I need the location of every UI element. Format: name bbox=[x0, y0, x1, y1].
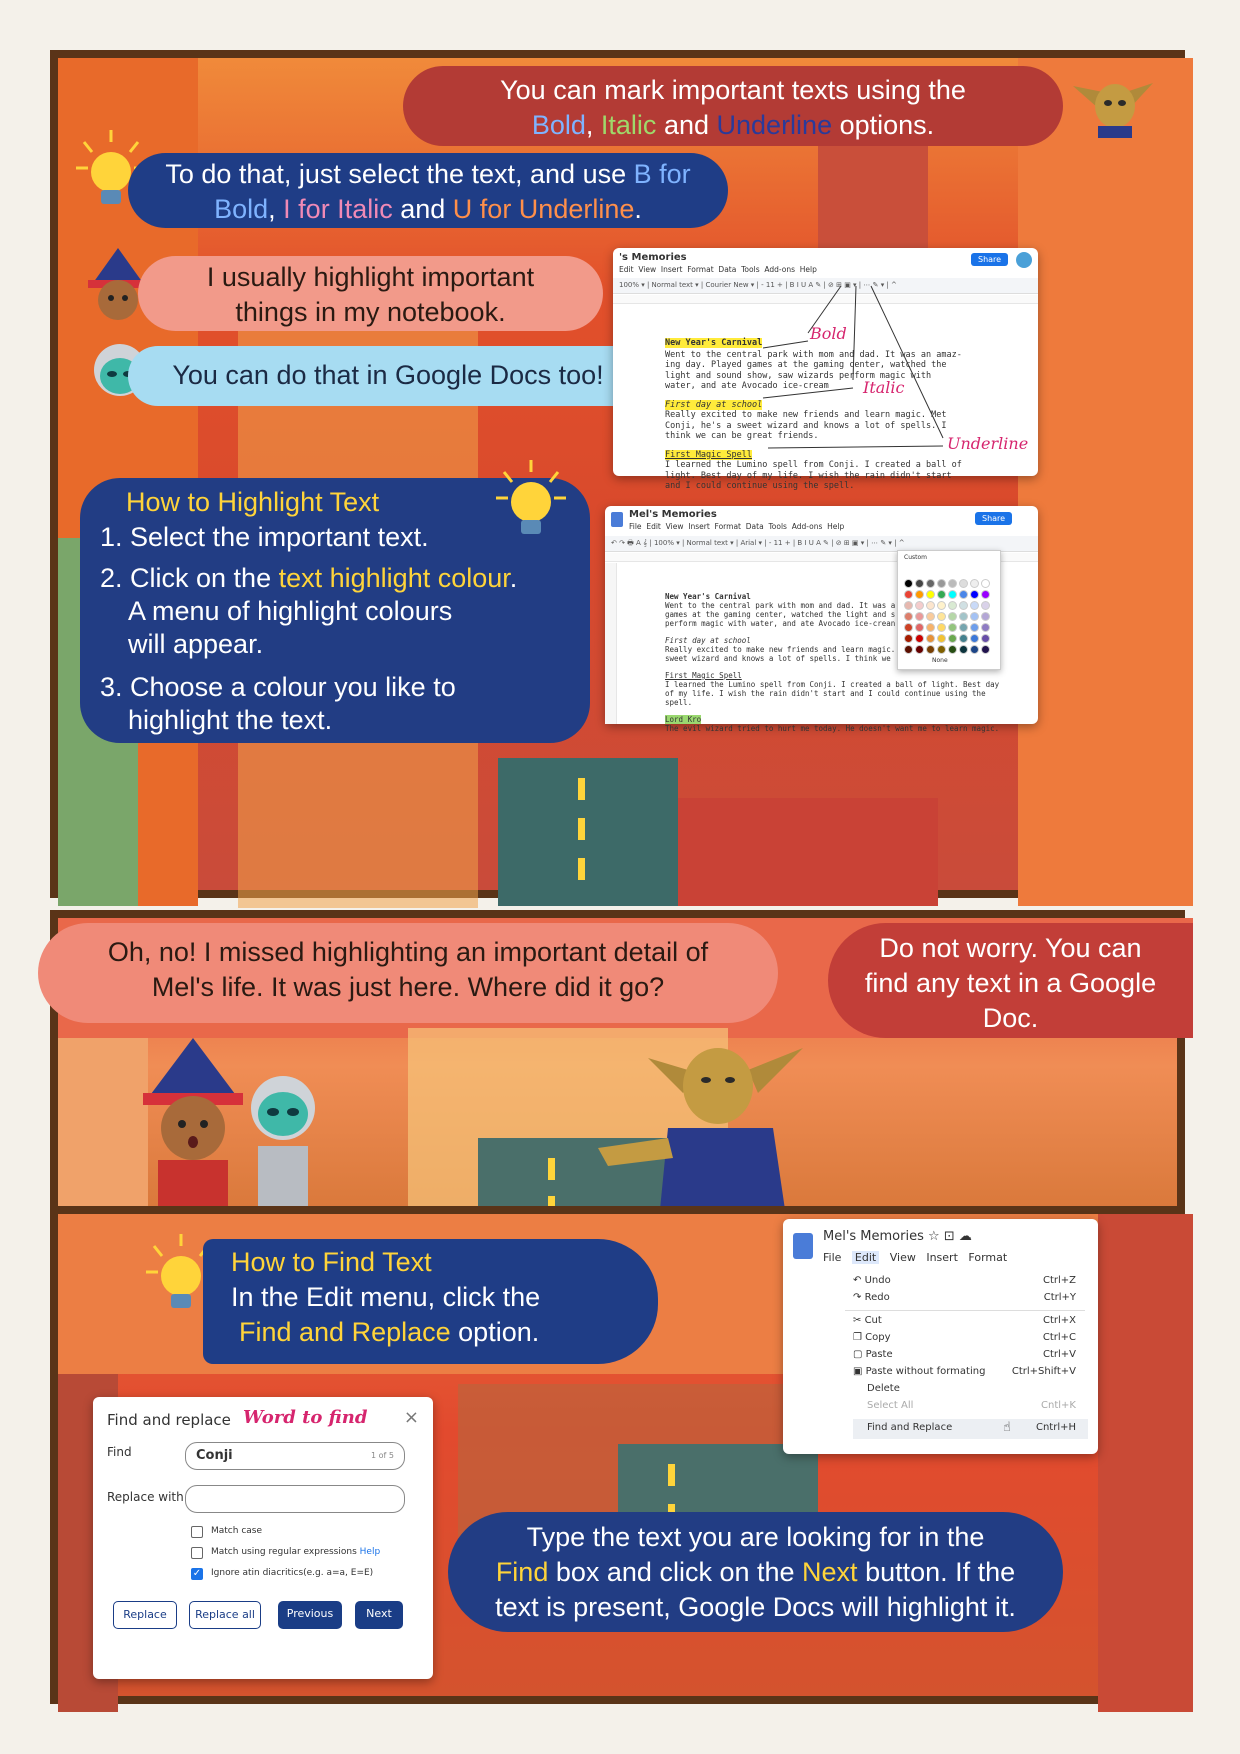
bg-building bbox=[638, 798, 938, 906]
palette-swatch[interactable] bbox=[926, 601, 935, 610]
docs-edit-menu-window bbox=[783, 1219, 1098, 1454]
find-label: Find bbox=[107, 1445, 132, 1459]
road-dash bbox=[668, 1464, 675, 1486]
bubble-text: button. If the bbox=[865, 1557, 1016, 1587]
step-2-cont: will appear. bbox=[128, 629, 264, 659]
entry-line: Conji, he's a sweet wizard and knows a lot of spells. I bbox=[665, 420, 947, 431]
menu-view[interactable]: View bbox=[638, 265, 657, 274]
highlight-color-palette[interactable] bbox=[897, 550, 1001, 670]
palette-swatch[interactable] bbox=[926, 623, 935, 632]
menu-view[interactable]: View bbox=[665, 522, 684, 531]
redo-icon: ↷ bbox=[853, 1292, 862, 1303]
menu-item-label: Delete bbox=[867, 1383, 900, 1394]
bubble-line bbox=[128, 192, 728, 227]
regex-checkbox[interactable] bbox=[191, 1547, 203, 1559]
howto-title: How to Highlight Text bbox=[126, 487, 380, 517]
shortcut: Ctrl+Z bbox=[1042, 1275, 1076, 1286]
menu-edit[interactable]: Edit bbox=[646, 522, 661, 531]
palette-swatch[interactable] bbox=[970, 645, 979, 654]
cloud-icon: ☁ bbox=[958, 1229, 972, 1244]
step-3-cont: highlight the text. bbox=[128, 705, 333, 735]
palette-swatch[interactable] bbox=[926, 612, 935, 621]
entry-heading: New Year's Carnival bbox=[665, 338, 763, 348]
palette-swatch[interactable] bbox=[970, 601, 979, 610]
toolbar[interactable]: ↶ ↷ 🖶 A 𝄞 | 100% ▾ | Normal text ▾ | Arial ▾ | - 11 + | B I U A ✎ | ⊘ ⊞ ▣ ▾ | ⋯ ✎ ▾ | ^ bbox=[605, 536, 1038, 552]
menu-bar bbox=[823, 1251, 1007, 1264]
step-3: 3. Choose a colour you like to bbox=[100, 672, 456, 702]
bold-word: Bold bbox=[531, 110, 586, 140]
bubble-line: find any text in a Google bbox=[864, 968, 1157, 998]
howto-title: How to Find Text bbox=[231, 1247, 432, 1277]
italic-word: Italic bbox=[600, 110, 657, 140]
goblin-character bbox=[1068, 68, 1158, 138]
road-dash bbox=[548, 1158, 555, 1180]
options-word: options. bbox=[839, 110, 935, 140]
u-for-underline: U for Underline bbox=[452, 194, 635, 224]
entry-line: light. Best day of my life. I wish the rain didn't start bbox=[665, 470, 952, 481]
palette-swatch[interactable] bbox=[915, 579, 924, 588]
and-word: and bbox=[400, 194, 446, 224]
previous-button[interactable]: Previous bbox=[278, 1601, 342, 1629]
entry-line: Went to the central park with mom and dad. It was a bbox=[665, 601, 896, 610]
comma: , bbox=[585, 110, 594, 140]
palette-swatch[interactable] bbox=[915, 601, 924, 610]
palette-swatch[interactable] bbox=[948, 601, 957, 610]
menu-bar bbox=[629, 522, 844, 531]
bubble-line: Doc. bbox=[982, 1003, 1039, 1033]
bubble-line: things in my notebook. bbox=[235, 297, 506, 327]
find-input[interactable] bbox=[185, 1442, 405, 1470]
palette-swatch[interactable] bbox=[904, 612, 913, 621]
menu-tools[interactable]: Tools bbox=[768, 522, 787, 531]
palette-swatch[interactable] bbox=[981, 601, 990, 610]
vertical-ruler bbox=[605, 563, 617, 724]
palette-swatch[interactable] bbox=[948, 590, 957, 599]
palette-swatch[interactable] bbox=[904, 634, 913, 643]
entry-heading: First Magic Spell bbox=[665, 449, 752, 460]
menu-help[interactable]: Help bbox=[799, 265, 817, 274]
palette-swatch[interactable] bbox=[981, 579, 990, 588]
ignore-diacritics-checkbox[interactable]: ✓ bbox=[192, 1568, 202, 1579]
palette-swatch[interactable] bbox=[904, 590, 913, 599]
bg-building bbox=[1098, 1214, 1193, 1712]
palette-swatch[interactable] bbox=[904, 601, 913, 610]
palette-none-option[interactable]: None bbox=[932, 657, 948, 664]
option-word: option. bbox=[458, 1317, 540, 1347]
doc-title: Mel's Memories bbox=[629, 509, 717, 520]
entry-line: I learned the Lumino spell from Conji. I created a ball of light. Best day bbox=[665, 680, 1000, 689]
doc-title-text: Mel's Memories bbox=[823, 1229, 924, 1244]
bubble-line: You can mark important texts using the bbox=[500, 75, 966, 105]
period: . bbox=[509, 563, 518, 593]
speech-bubble-type bbox=[448, 1512, 1063, 1632]
doc-title: 's Memories bbox=[619, 252, 687, 263]
find-replace-term: Find and Replace bbox=[239, 1317, 451, 1347]
next-term: Next bbox=[802, 1557, 858, 1587]
entry-line: ing day. Played games at the gaming center, watched the bbox=[665, 360, 947, 370]
palette-swatch[interactable] bbox=[915, 645, 924, 654]
docs-icon bbox=[611, 512, 623, 527]
bold-word: Bold bbox=[214, 194, 269, 224]
paste-plain-icon: ▣ bbox=[853, 1366, 863, 1377]
robot-character bbox=[238, 1068, 328, 1228]
palette-swatch[interactable] bbox=[915, 590, 924, 599]
road-dash bbox=[578, 818, 585, 840]
panel-missed bbox=[50, 910, 1185, 1222]
palette-swatch[interactable] bbox=[970, 623, 979, 632]
docs-window-formatting bbox=[613, 248, 1038, 491]
palette-swatch[interactable] bbox=[959, 634, 968, 643]
italic-annotation: Italic bbox=[863, 378, 905, 397]
bg-road bbox=[498, 758, 678, 906]
menu-data[interactable]: Data bbox=[718, 265, 737, 274]
palette-swatch[interactable] bbox=[937, 645, 946, 654]
regex-label-text: Match using regular expressions bbox=[211, 1547, 357, 1557]
entry-line: sweet wizard and knows a lot of spells. I think we bbox=[665, 654, 891, 663]
dialog-title: Find and replace bbox=[107, 1411, 231, 1429]
menu-item-undo[interactable] bbox=[853, 1275, 1088, 1291]
menu-item-redo[interactable] bbox=[853, 1292, 1088, 1308]
cut-icon: ✂ bbox=[853, 1315, 862, 1326]
menu-item-delete[interactable] bbox=[853, 1383, 1088, 1399]
shortcut: Cntl+K bbox=[1041, 1400, 1076, 1411]
find-replace-dialog bbox=[93, 1397, 433, 1679]
step-2 bbox=[100, 562, 590, 595]
palette-swatch[interactable] bbox=[937, 623, 946, 632]
palette-swatch[interactable] bbox=[970, 612, 979, 621]
bold-annotation: Bold bbox=[810, 324, 847, 343]
step-text: 2. Click on the bbox=[100, 563, 272, 593]
bubble-text: To do that, just select the text, and use bbox=[165, 159, 627, 189]
palette-swatch[interactable] bbox=[959, 601, 968, 610]
entry-heading: First Magic Spell bbox=[665, 671, 742, 680]
step-2-cont: A menu of highlight colours bbox=[128, 596, 453, 626]
help-link[interactable]: Help bbox=[359, 1547, 381, 1557]
find-term: Find bbox=[495, 1557, 549, 1587]
match-case-label: Match case bbox=[211, 1526, 263, 1536]
palette-swatch[interactable] bbox=[904, 623, 913, 632]
menu-item-label: Undo bbox=[864, 1275, 891, 1286]
entry-line: I learned the Lumino spell from Conji. I created a ball of bbox=[665, 460, 962, 470]
bubble-line bbox=[128, 157, 728, 192]
shortcut: Ctrl+Shift+V bbox=[1011, 1366, 1076, 1377]
step-1: 1. Select the important text. bbox=[100, 522, 429, 552]
palette-swatch[interactable] bbox=[981, 634, 990, 643]
match-count: 1 of 5 bbox=[371, 1451, 394, 1460]
menu-help[interactable]: Help bbox=[827, 522, 845, 531]
replace-label: Replace with bbox=[107, 1490, 184, 1504]
howto-line bbox=[231, 1315, 658, 1350]
palette-swatch[interactable] bbox=[981, 645, 990, 654]
bubble-line: Type the text you are looking for in the bbox=[526, 1522, 985, 1552]
menu-item-select-all[interactable] bbox=[853, 1400, 1088, 1416]
menu-divider bbox=[845, 1310, 1085, 1311]
palette-swatch[interactable] bbox=[926, 579, 935, 588]
palette-swatch[interactable] bbox=[948, 645, 957, 654]
bubble-line bbox=[448, 1555, 1063, 1590]
palette-swatch[interactable] bbox=[915, 634, 924, 643]
palette-swatch[interactable] bbox=[915, 612, 924, 621]
howto-find-box bbox=[203, 1239, 658, 1364]
palette-swatch[interactable] bbox=[959, 579, 968, 588]
underline-annotation: Underline bbox=[947, 434, 1029, 453]
share-button[interactable]: Share bbox=[971, 253, 1008, 266]
i-for-italic: I for Italic bbox=[283, 194, 393, 224]
undo-icon: ↶ bbox=[853, 1275, 862, 1286]
menu-item-label: Paste bbox=[865, 1349, 893, 1360]
menu-item-label: Select All bbox=[867, 1400, 914, 1411]
menu-view[interactable]: View bbox=[889, 1251, 916, 1264]
entry-line: and I could continue using the spell. bbox=[665, 481, 855, 491]
shortcut: Ctrl+C bbox=[1042, 1332, 1076, 1343]
hand-cursor-icon: ☝ bbox=[1003, 1420, 1011, 1435]
palette-swatch[interactable] bbox=[970, 634, 979, 643]
menu-data[interactable]: Data bbox=[745, 522, 764, 531]
palette-swatch[interactable] bbox=[926, 634, 935, 643]
palette-swatch[interactable] bbox=[959, 612, 968, 621]
toolbar[interactable]: 100% ▾ | Normal text ▾ | Courier New ▾ | - 11 + | B I U A ✎ | ⊘ ⊞ ▣ ▾ | ⋯ ✎ ▾ | ^ bbox=[613, 278, 1038, 294]
menu-edit[interactable]: Edit bbox=[619, 265, 634, 274]
bubble-line: Oh, no! I missed highlighting an important detail of bbox=[107, 937, 709, 967]
palette-swatch[interactable] bbox=[937, 612, 946, 621]
menu-item-cut[interactable] bbox=[853, 1315, 1088, 1331]
entry-line: perform magic with water, and ate Avocado ice-crean bbox=[665, 619, 896, 628]
word-to-find-annotation: Word to find bbox=[243, 1407, 368, 1428]
lightbulb-icon bbox=[146, 1232, 206, 1312]
palette-swatch[interactable] bbox=[937, 634, 946, 643]
lightbulb-icon bbox=[76, 128, 136, 208]
entry-line: of my life. I wish the rain didn't start and I could continue using the bbox=[665, 689, 986, 698]
palette-swatch[interactable] bbox=[904, 645, 913, 654]
shortcut: Ctrl+V bbox=[1042, 1349, 1076, 1360]
folder-icon[interactable]: ⊡ bbox=[943, 1229, 955, 1244]
shortcut: Ctrl+X bbox=[1042, 1315, 1076, 1326]
speech-bubble-select bbox=[128, 153, 728, 228]
menu-edit[interactable]: Edit bbox=[852, 1251, 879, 1264]
entry-line: The evil wizard tried to hurt me today. He doesn't want me to learn magic. bbox=[665, 724, 1000, 733]
bubble-line: text is present, Google Docs will highlight it. bbox=[495, 1592, 1016, 1622]
entry-line: Really excited to make new friends and learn magic. Met bbox=[665, 410, 947, 420]
menu-addons[interactable]: Add-ons bbox=[764, 265, 796, 274]
menu-format[interactable]: Format bbox=[968, 1251, 1008, 1264]
palette-swatch[interactable] bbox=[937, 590, 946, 599]
shortcut: Ctrl+Y bbox=[1043, 1292, 1076, 1303]
menu-item-label: Find and Replace bbox=[867, 1422, 953, 1433]
palette-swatch[interactable] bbox=[959, 590, 968, 599]
menu-item-label: Copy bbox=[865, 1332, 891, 1343]
entry-line: Went to the central park with mom and dad. It was an amaz- bbox=[665, 349, 962, 360]
howto-line: In the Edit menu, click the bbox=[231, 1282, 541, 1312]
palette-swatch[interactable] bbox=[959, 645, 968, 654]
entry-line: Really excited to make new friends and learn magic. bbox=[665, 645, 896, 654]
speech-bubble-notebook bbox=[138, 256, 603, 331]
panel-find bbox=[50, 1206, 1185, 1704]
palette-swatch[interactable] bbox=[981, 612, 990, 621]
palette-swatch[interactable] bbox=[915, 623, 924, 632]
road-dash bbox=[578, 778, 585, 800]
menu-item-find-replace[interactable] bbox=[853, 1419, 1088, 1439]
menu-item-label: Redo bbox=[864, 1292, 890, 1303]
menu-format[interactable]: Format bbox=[714, 522, 741, 531]
speech-bubble-mark bbox=[403, 66, 1063, 146]
doc-title bbox=[823, 1229, 972, 1244]
b-for: B for bbox=[633, 159, 691, 189]
goblin-character bbox=[588, 1018, 808, 1230]
find-input-value: Conji bbox=[196, 1448, 233, 1463]
paste-icon: ▢ bbox=[853, 1349, 863, 1360]
palette-swatch[interactable] bbox=[937, 601, 946, 610]
menu-file[interactable]: File bbox=[823, 1251, 842, 1264]
lightbulb-icon bbox=[496, 458, 556, 538]
speech-bubble-worry bbox=[828, 923, 1193, 1038]
menu-item-label: Cut bbox=[864, 1315, 882, 1326]
replace-button[interactable]: Replace bbox=[113, 1601, 177, 1629]
bubble-line: Do not worry. You can bbox=[879, 933, 1142, 963]
shortcut: Cntrl+H bbox=[1035, 1422, 1076, 1433]
palette-custom-label: Custom bbox=[904, 554, 927, 561]
palette-grid bbox=[904, 579, 996, 654]
close-icon[interactable]: × bbox=[403, 1407, 419, 1428]
menu-file[interactable]: File bbox=[629, 522, 642, 531]
menu-item-paste-without-formatting[interactable] bbox=[853, 1366, 1088, 1382]
ignore-diacritics-label: Ignore atin diacritics(e.g. a=a, E=E) bbox=[211, 1568, 374, 1578]
next-button[interactable]: Next bbox=[355, 1601, 403, 1629]
period: . bbox=[634, 194, 642, 224]
entry-heading: First day at school bbox=[665, 636, 751, 645]
replace-input[interactable] bbox=[185, 1485, 405, 1513]
menu-format[interactable]: Format bbox=[687, 265, 714, 274]
entry-heading: Lord Kro bbox=[665, 715, 702, 724]
menu-addons[interactable]: Add-ons bbox=[791, 522, 823, 531]
speech-bubble-docs: You can do that in Google Docs too! bbox=[128, 346, 648, 406]
copy-icon: ❐ bbox=[853, 1332, 862, 1343]
entry-line: games at the gaming center, watched the light and s bbox=[665, 610, 896, 619]
bubble-line bbox=[403, 108, 1063, 143]
palette-swatch[interactable] bbox=[926, 645, 935, 654]
comma: , bbox=[268, 194, 276, 224]
palette-swatch[interactable] bbox=[937, 579, 946, 588]
menu-item-label: Paste without formating bbox=[865, 1366, 986, 1377]
docs-window-highlight bbox=[605, 506, 1038, 733]
speech-bubble-missed bbox=[38, 923, 778, 1023]
share-button[interactable]: Share bbox=[975, 512, 1012, 525]
palette-swatch[interactable] bbox=[926, 590, 935, 599]
menu-item-copy[interactable] bbox=[853, 1332, 1088, 1348]
underline-word: Underline bbox=[716, 110, 833, 140]
bubble-line: Mel's life. It was just here. Where did it go? bbox=[151, 972, 665, 1002]
menu-tools[interactable]: Tools bbox=[741, 265, 760, 274]
entry-line: spell. bbox=[665, 698, 693, 707]
menu-insert[interactable]: Insert bbox=[926, 1251, 958, 1264]
entry-heading: New Year's Carnival bbox=[665, 592, 751, 601]
palette-swatch[interactable] bbox=[948, 634, 957, 643]
entry-heading: First day at school bbox=[665, 399, 763, 410]
road-dash bbox=[578, 858, 585, 880]
panel-highlight bbox=[50, 50, 1185, 898]
bubble-line: I usually highlight important bbox=[206, 262, 535, 292]
palette-swatch[interactable] bbox=[959, 623, 968, 632]
palette-swatch[interactable] bbox=[981, 590, 990, 599]
match-case-checkbox[interactable] bbox=[191, 1526, 203, 1538]
menu-item-paste[interactable] bbox=[853, 1349, 1088, 1365]
palette-swatch[interactable] bbox=[948, 612, 957, 621]
docs-icon bbox=[793, 1233, 813, 1259]
regex-label bbox=[211, 1547, 380, 1557]
menu-insert[interactable]: Insert bbox=[688, 522, 710, 531]
replace-all-button[interactable]: Replace all bbox=[189, 1601, 261, 1629]
palette-swatch[interactable] bbox=[970, 590, 979, 599]
palette-swatch[interactable] bbox=[981, 623, 990, 632]
star-icon[interactable]: ☆ bbox=[928, 1229, 940, 1244]
highlight-colour-term: text highlight colour bbox=[278, 563, 510, 593]
entry-line: light and sound show, saw wizards perform magic with bbox=[665, 370, 932, 381]
entry-line: think we can be great friends. bbox=[665, 431, 819, 441]
menu-insert[interactable]: Insert bbox=[660, 265, 683, 274]
palette-swatch[interactable] bbox=[970, 579, 979, 588]
entry-line: water, and ate Avocado ice-cream bbox=[665, 381, 829, 391]
and-word: and bbox=[663, 110, 709, 140]
palette-swatch[interactable] bbox=[948, 623, 957, 632]
bg-building-right bbox=[1018, 58, 1193, 906]
palette-swatch[interactable] bbox=[904, 579, 913, 588]
palette-swatch[interactable] bbox=[948, 579, 957, 588]
bubble-text: box and click on the bbox=[555, 1557, 795, 1587]
